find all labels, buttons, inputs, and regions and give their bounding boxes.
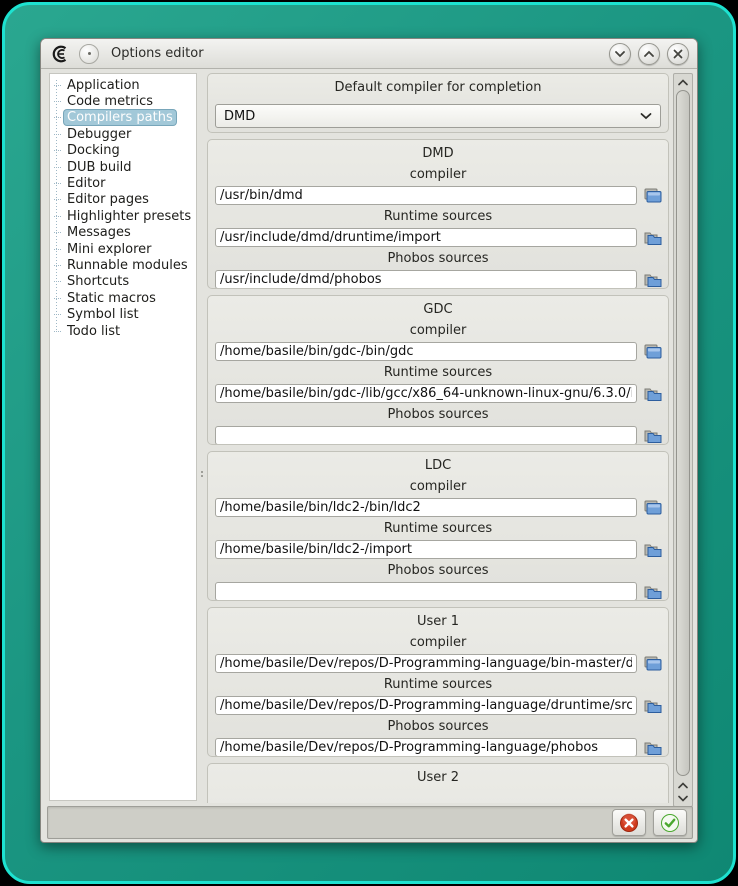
folder-open-icon: [644, 698, 662, 713]
statusbar: [47, 806, 693, 839]
sidebar-item-debugger[interactable]: Debugger: [53, 126, 196, 142]
folder-open-icon: [644, 584, 662, 599]
ldc-group-title: LDC: [424, 458, 452, 473]
dmd-runtime-browse-button[interactable]: [642, 229, 663, 247]
gdc-runtime-browse-button[interactable]: [642, 385, 663, 403]
close-icon: [673, 49, 683, 59]
user1-group-title: User 1: [416, 614, 460, 629]
gdc-group: [207, 295, 669, 445]
file-open-icon: [644, 500, 662, 515]
file-open-icon: [644, 188, 662, 203]
chevron-down-icon: [615, 50, 625, 58]
folder-open-icon: [644, 230, 662, 245]
sidebar-item-mini-explorer[interactable]: Mini explorer: [53, 241, 196, 257]
selected-category: Compilers paths: [64, 110, 176, 125]
dmd-phobos-input[interactable]: [215, 270, 637, 289]
gdc-compiler-browse-button[interactable]: [642, 343, 663, 361]
sidebar-item-shortcuts[interactable]: Shortcuts: [53, 274, 196, 290]
default-compiler-group-title: Default compiler for completion: [334, 80, 542, 95]
scrollbar-thumb[interactable]: [676, 90, 690, 776]
file-open-icon: [644, 656, 662, 671]
folder-open-icon: [644, 542, 662, 557]
titlebar[interactable]: [41, 39, 697, 69]
chevron-up-icon: [678, 782, 688, 789]
user1-runtime-input[interactable]: [215, 696, 637, 715]
sidebar-item-docking[interactable]: Docking: [53, 143, 196, 159]
tree-branch-line: [56, 80, 57, 332]
maximize-button[interactable]: [638, 43, 660, 65]
coedit-logo-icon: [49, 43, 71, 65]
folder-open-icon: [644, 740, 662, 755]
gdc-compiler-label: compiler: [409, 323, 467, 338]
user1-phobos-label: Phobos sources: [387, 719, 489, 734]
sidebar-item-messages[interactable]: Messages: [53, 225, 196, 241]
ldc-compiler-label: compiler: [409, 479, 467, 494]
folder-open-icon: [644, 272, 662, 287]
categories-tree: [50, 74, 196, 339]
user1-compiler-label: compiler: [409, 635, 467, 650]
cancel-icon: [619, 813, 639, 833]
default-compiler-group: [207, 73, 669, 133]
ldc-runtime-input[interactable]: [215, 540, 637, 559]
user2-group: [207, 763, 669, 803]
dmd-runtime-label: Runtime sources: [383, 209, 493, 224]
file-open-icon: [644, 344, 662, 359]
dmd-runtime-input[interactable]: [215, 228, 637, 247]
chevron-down-icon: [640, 112, 652, 120]
sidebar-item-highlighter-presets[interactable]: Highlighter presets: [53, 208, 196, 224]
user1-phobos-input[interactable]: [215, 738, 637, 757]
ldc-group: [207, 451, 669, 601]
gdc-phobos-browse-button[interactable]: [642, 427, 663, 445]
window-menu-button[interactable]: [79, 44, 99, 64]
dmd-compiler-label: compiler: [409, 167, 467, 182]
dmd-group-title: DMD: [422, 146, 454, 161]
chevron-up-icon: [678, 79, 688, 86]
gdc-runtime-label: Runtime sources: [383, 365, 493, 380]
panel-splitter[interactable]: [197, 73, 207, 801]
folder-open-icon: [644, 386, 662, 401]
minimize-button[interactable]: [609, 43, 631, 65]
sidebar-item-editor-pages[interactable]: Editor pages: [53, 192, 196, 208]
sidebar-item-code-metrics[interactable]: Code metrics: [53, 93, 196, 109]
splitter-grip-icon: [200, 469, 204, 479]
gdc-group-title: GDC: [423, 302, 453, 317]
user1-compiler-input[interactable]: [215, 654, 637, 673]
dmd-compiler-browse-button[interactable]: [642, 187, 663, 205]
ldc-runtime-browse-button[interactable]: [642, 541, 663, 559]
close-button[interactable]: [667, 43, 689, 65]
dropdown-value: DMD: [224, 108, 256, 124]
sidebar-item-runnable-modules[interactable]: Runnable modules: [53, 257, 196, 273]
options-editor-window: [40, 38, 698, 843]
vertical-scrollbar[interactable]: [673, 73, 693, 807]
user2-group-title: User 2: [416, 770, 460, 785]
user1-phobos-browse-button[interactable]: [642, 739, 663, 757]
folder-open-icon: [644, 428, 662, 443]
ldc-phobos-label: Phobos sources: [387, 563, 489, 578]
sidebar-item-editor[interactable]: Editor: [53, 175, 196, 191]
sidebar-item-application[interactable]: Application: [53, 77, 196, 93]
window-title: Options editor: [111, 46, 204, 61]
chevron-down-icon: [678, 795, 688, 802]
scroll-up-button[interactable]: [674, 75, 692, 89]
ldc-compiler-browse-button[interactable]: [642, 499, 663, 517]
compilers-paths-panel: [207, 73, 669, 803]
user1-group: [207, 607, 669, 757]
dmd-phobos-browse-button[interactable]: [642, 271, 663, 289]
accept-icon: [660, 813, 680, 833]
sidebar-item-symbol-list[interactable]: Symbol list: [53, 306, 196, 322]
sidebar-item-compilers-paths[interactable]: [53, 110, 196, 126]
gdc-compiler-input[interactable]: [215, 342, 637, 361]
sidebar-item-static-macros[interactable]: Static macros: [53, 290, 196, 306]
accept-button[interactable]: [653, 809, 687, 836]
sidebar-item-dub-build[interactable]: DUB build: [53, 159, 196, 175]
ldc-runtime-label: Runtime sources: [383, 521, 493, 536]
gdc-phobos-input[interactable]: [215, 426, 637, 445]
user1-compiler-browse-button[interactable]: [642, 655, 663, 673]
scroll-up-button-bottom[interactable]: [674, 778, 692, 792]
categories-panel: [49, 73, 197, 801]
ldc-phobos-browse-button[interactable]: [642, 583, 663, 601]
default-compiler-dropdown[interactable]: [215, 104, 661, 128]
dmd-group: [207, 139, 669, 289]
scroll-down-button[interactable]: [674, 791, 692, 805]
cancel-button[interactable]: [612, 809, 646, 836]
user1-runtime-browse-button[interactable]: [642, 697, 663, 715]
user1-runtime-label: Runtime sources: [383, 677, 493, 692]
dmd-compiler-input[interactable]: [215, 186, 637, 205]
ldc-compiler-input[interactable]: [215, 498, 637, 517]
chevron-up-icon: [644, 50, 654, 58]
ldc-phobos-input[interactable]: [215, 582, 637, 601]
dmd-phobos-label: Phobos sources: [387, 251, 489, 266]
gdc-phobos-label: Phobos sources: [387, 407, 489, 422]
menu-dot-icon: [88, 52, 91, 55]
sidebar-item-todo-list[interactable]: Todo list: [53, 323, 196, 339]
gdc-runtime-input[interactable]: [215, 384, 637, 403]
